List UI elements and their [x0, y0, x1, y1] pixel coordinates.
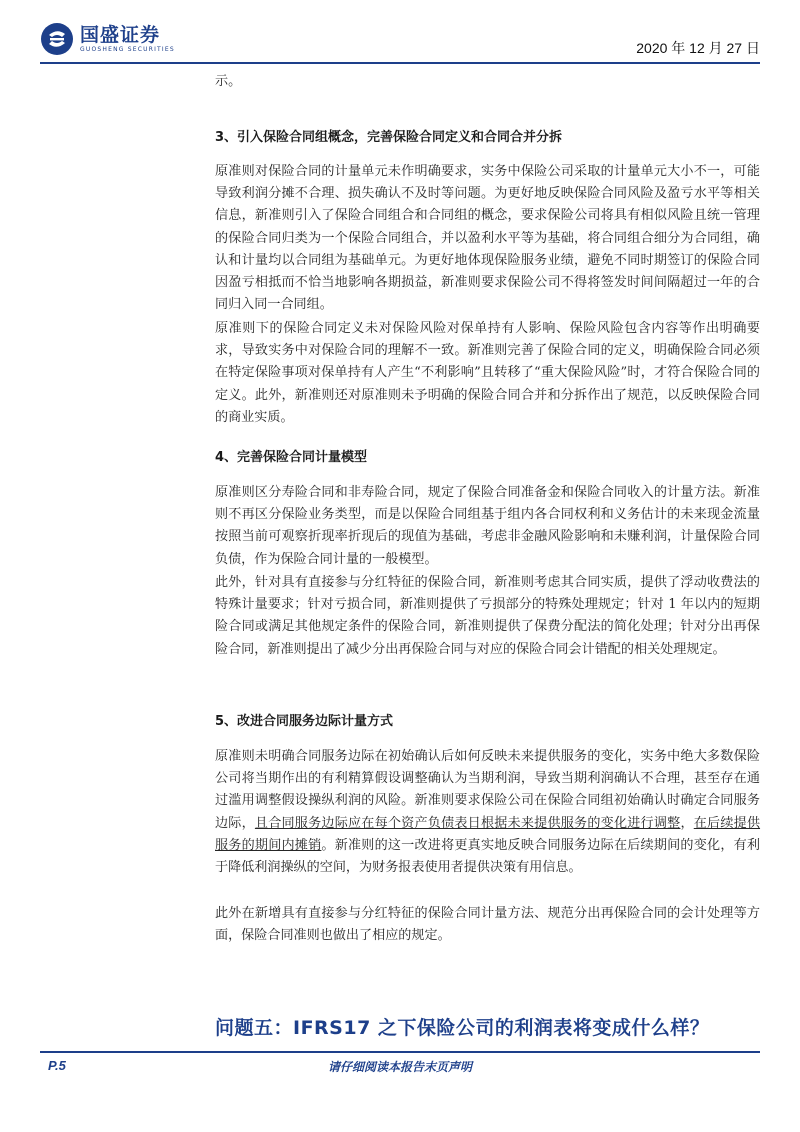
section-3-paragraph-2: 原准则下的保险合同定义未对保险风险对保单持有人影响、保险风险包含内容等作出明确要求，导致实务中对保险合同的理解不一致。新准则完善了保险合同的定义，明确保险合同必须在特定保险事项对保单持有人产生“不利影响”且转移了“重大保险风险”时，才符合保险合同的定义。此外，新准则还对原准则未予明确的保险合同合并和分拆作出了规范，以反映保险合同的商业实质。	[215, 321, 760, 425]
section-3-paragraph-1: 原准则对保险合同的计量单元未作明确要求，实务中保险公司采取的计量单元大小不一，可能导致利润分摊不合理、损失确认不及时等问题。为更好地反映保险合同风险及盈亏水平等相关信息，新准则引入了保险合同组合和合同组的概念，要求保险公司将具有相似风险且统一管理的保险合同归类为一个保险合同组合，并以盈利水平等为基础，将合同组合细分为合同组，确认和计量均以合同组为基础单元。为更好地体现保险服务业绩，避免不同时期签订的保险合同因盈亏相抵而不恰当地影响各期损益，新准则要求保险公司不得将签发时间间隔超过一年的合同归入同一合同组。	[215, 164, 760, 313]
logo-english-name: GUOSHENG SECURITIES	[80, 45, 175, 53]
footer-disclaimer: 请仔细阅读本报告末页声明	[327, 1060, 472, 1074]
continued-text: 示。	[215, 74, 242, 89]
section-heading-5: 5、改进合同服务边际计量方式	[215, 714, 394, 729]
underlined-text: 且合同服务边际应在每个资产负债表日根据未来提供服务的变化进行调整	[254, 815, 681, 831]
text-run: 。新准则的这一改进将更真实地反映合同服务边际在后续期间的变化，有利于降低利润操纵的空间，为财务报表使用者提供决策有用信息。	[215, 837, 761, 876]
section-heading-4: 4、完善保险合同计量模型	[215, 450, 368, 465]
text-run: 原准则未明确合同服务边际在初始确认后如何反映未来提供服务的变化，实务中绝大多数保险公司将当期作出的有利精算假设调整确认为当期利润，导致当期利润确认不合理，甚至存在通过滥用调整假设操纵利润的风险。新准则要求保险公司在保险合同组初始确认时确定合同服务边际，	[215, 749, 760, 831]
company-logo	[40, 22, 175, 56]
section-4-paragraph-2: 此外，针对具有直接参与分红特征的保险合同，新准则考虑其合同实质，提供了浮动收费法的特殊计量要求；针对亏损合同，新准则提供了亏损部分的特殊处理规定；针对 1 年以内的短期险合同或满足其他规定条件的保险合同，新准则提供了保费分配法的简化处理；针对分出再保险合同，新准则提出了减少分出再保险合同与对应的保险合同会计错配的相关处理规定。	[215, 575, 760, 657]
logo-chinese-name: 国盛证券	[80, 23, 161, 46]
section-5-paragraph-1	[215, 746, 760, 879]
section-heading-3: 3、引入保险合同组概念，完善保险合同定义和合同合并分拆	[215, 130, 563, 145]
question-heading: 问题五：IFRS17 之下保险公司的利润表将变成什么样？	[215, 1017, 710, 1039]
underlined-text: 在后续提供服务的期间内摊销	[215, 815, 761, 853]
report-date: 2020 年 12 月 27 日	[636, 40, 760, 56]
guosheng-logo-icon	[40, 22, 74, 56]
section-5-paragraph-2: 此外在新增具有直接参与分红特征的保险合同计量方法、规范分出再保险合同的会计处理等方面，保险合同准则也做出了相应的规定。	[215, 906, 760, 944]
section-4-paragraph-1: 原准则区分寿险合同和非寿险合同，规定了保险合同准备金和保险合同收入的计量方法。新准则不再区分保险业务类型，而是以保险合同组基于组内各合同权利和义务估计的未来现金流量按照当前可观察折现率折现后的现值为基础，考虑非金融风险影响和未赚利润，计量保险合同负债，作为保险合同计量的一般模型。	[215, 485, 760, 567]
header-divider	[40, 62, 760, 64]
page-header	[0, 0, 800, 62]
text-run: ，	[680, 815, 694, 831]
footer-divider	[40, 1051, 760, 1053]
page-number: P.5	[48, 1058, 66, 1073]
